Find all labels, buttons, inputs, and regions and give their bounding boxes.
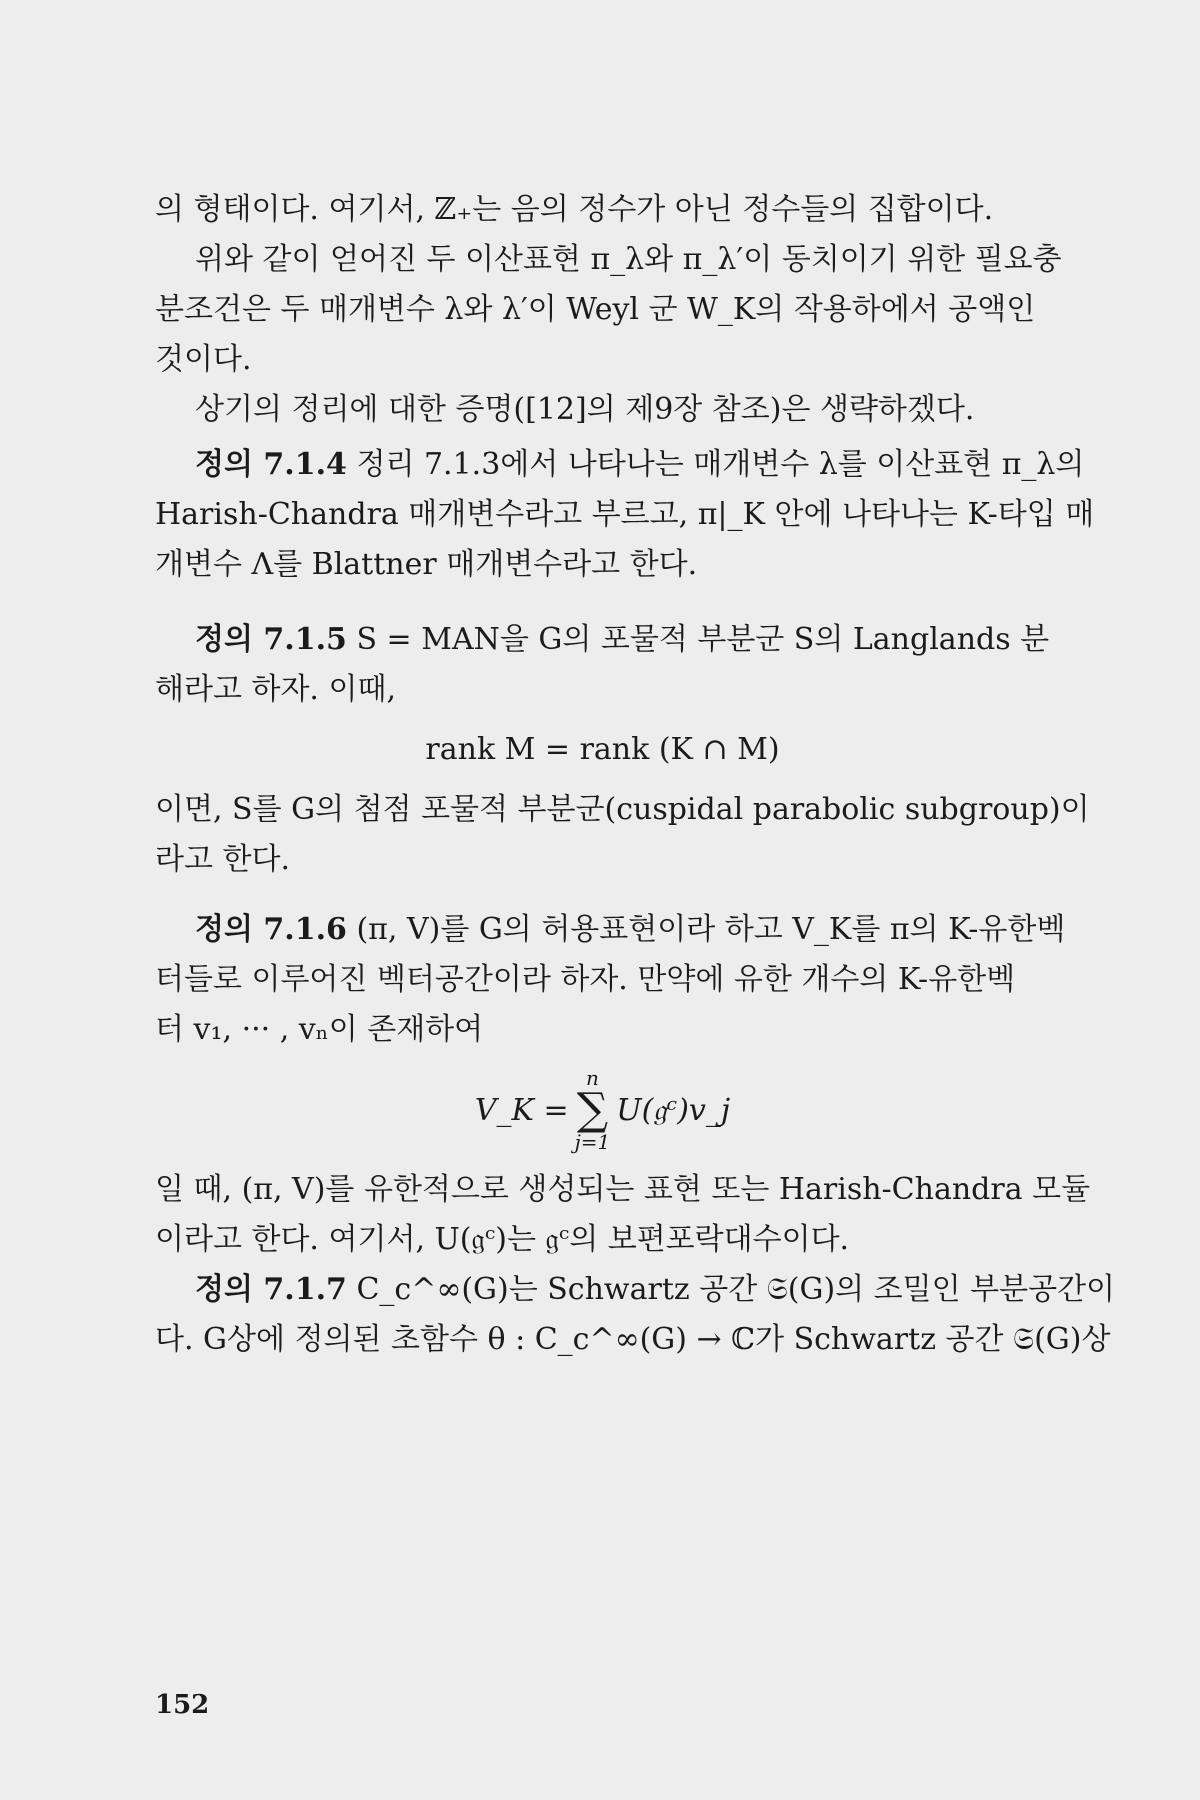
text-line: Harish-Chandra 매개변수라고 부르고, π|_K 안에 나타나는 K-타입 매 <box>155 497 1095 532</box>
text-line <box>155 905 1066 955</box>
text-line: 위와 같이 얻어진 두 이산표현 π_λ와 π_λ′이 동치이기 위한 필요충 <box>195 242 1062 277</box>
text-line: 해라고 하자. 이때, <box>155 672 397 707</box>
definition-text: S = MAN을 G의 포물적 부분군 S의 Langlands 분 <box>356 622 1050 657</box>
definition-7-1-4 <box>155 440 1095 590</box>
definition-text: (π, V)를 G의 허용표현이라 하고 V_K를 π의 K-유한벡 <box>356 912 1066 947</box>
sum-upper-limit: n <box>585 1066 599 1090</box>
text-line: 상기의 정리에 대한 증명([12]의 제9장 참조)은 생략하겠다. <box>195 392 975 427</box>
intro-paragraph <box>155 185 1062 435</box>
text-line: 분조건은 두 매개변수 λ와 λ′이 Weyl 군 W_K의 작용하에서 공액인 <box>155 292 1036 327</box>
text-line: 것이다. <box>155 342 252 377</box>
rank-equation: rank M = rank (K ∩ M) <box>425 732 780 767</box>
definition-7-1-6 <box>155 905 1091 1265</box>
text-line: 일 때, (π, V)를 유한적으로 생성되는 표현 또는 Harish-Chandra 모듈 <box>155 1172 1091 1207</box>
text-line: 개변수 Λ를 Blattner 매개변수라고 한다. <box>155 547 698 582</box>
summation <box>575 1068 611 1152</box>
text-line <box>155 1265 1116 1315</box>
equation-lhs: V_K = <box>474 1092 569 1128</box>
definition-label: 정의 7.1.4 <box>195 447 347 482</box>
text-line: 터들로 이루어진 벡터공간이라 하자. 만약에 유한 개수의 K-유한벡 <box>155 962 1016 997</box>
text-line: 라고 한다. <box>155 842 290 877</box>
text-line: 터 v₁, ··· , vₙ이 존재하여 <box>155 1012 484 1047</box>
definition-text: 정리 7.1.3에서 나타나는 매개변수 λ를 이산표현 π_λ의 <box>356 447 1085 482</box>
text-line: 이라고 한다. 여기서, U(𝔤ᶜ)는 𝔤ᶜ의 보편포락대수이다. <box>155 1222 850 1257</box>
text-line: 다. G상에 정의된 초함수 θ : C_c^∞(G) → ℂ가 Schwartz 공간 𝔖(G)상 <box>155 1322 1111 1357</box>
definition-label: 정의 7.1.6 <box>195 912 347 947</box>
sigma-symbol: ∑ <box>576 1084 609 1135</box>
page-number: 152 <box>155 1690 210 1720</box>
text-line <box>155 615 1050 665</box>
equation-rhs: U(𝔤ᶜ)v_j <box>616 1092 731 1128</box>
definition-7-1-5 <box>155 615 1090 885</box>
text-line: 이면, S를 G의 첨점 포물적 부분군(cuspidal parabolic subgroup)이 <box>155 792 1090 827</box>
text-line <box>155 440 1085 490</box>
definition-7-1-7 <box>155 1265 1116 1365</box>
text-line: 의 형태이다. 여기서, ℤ₊는 음의 정수가 아닌 정수들의 집합이다. <box>155 192 994 227</box>
definition-text: C_c^∞(G)는 Schwartz 공간 𝔖(G)의 조밀인 부분공간이 <box>356 1272 1116 1307</box>
sum-lower-limit: j=1 <box>574 1130 611 1154</box>
definition-label: 정의 7.1.7 <box>195 1272 347 1307</box>
definition-label: 정의 7.1.5 <box>195 622 347 657</box>
sum-equation <box>155 1055 1050 1165</box>
